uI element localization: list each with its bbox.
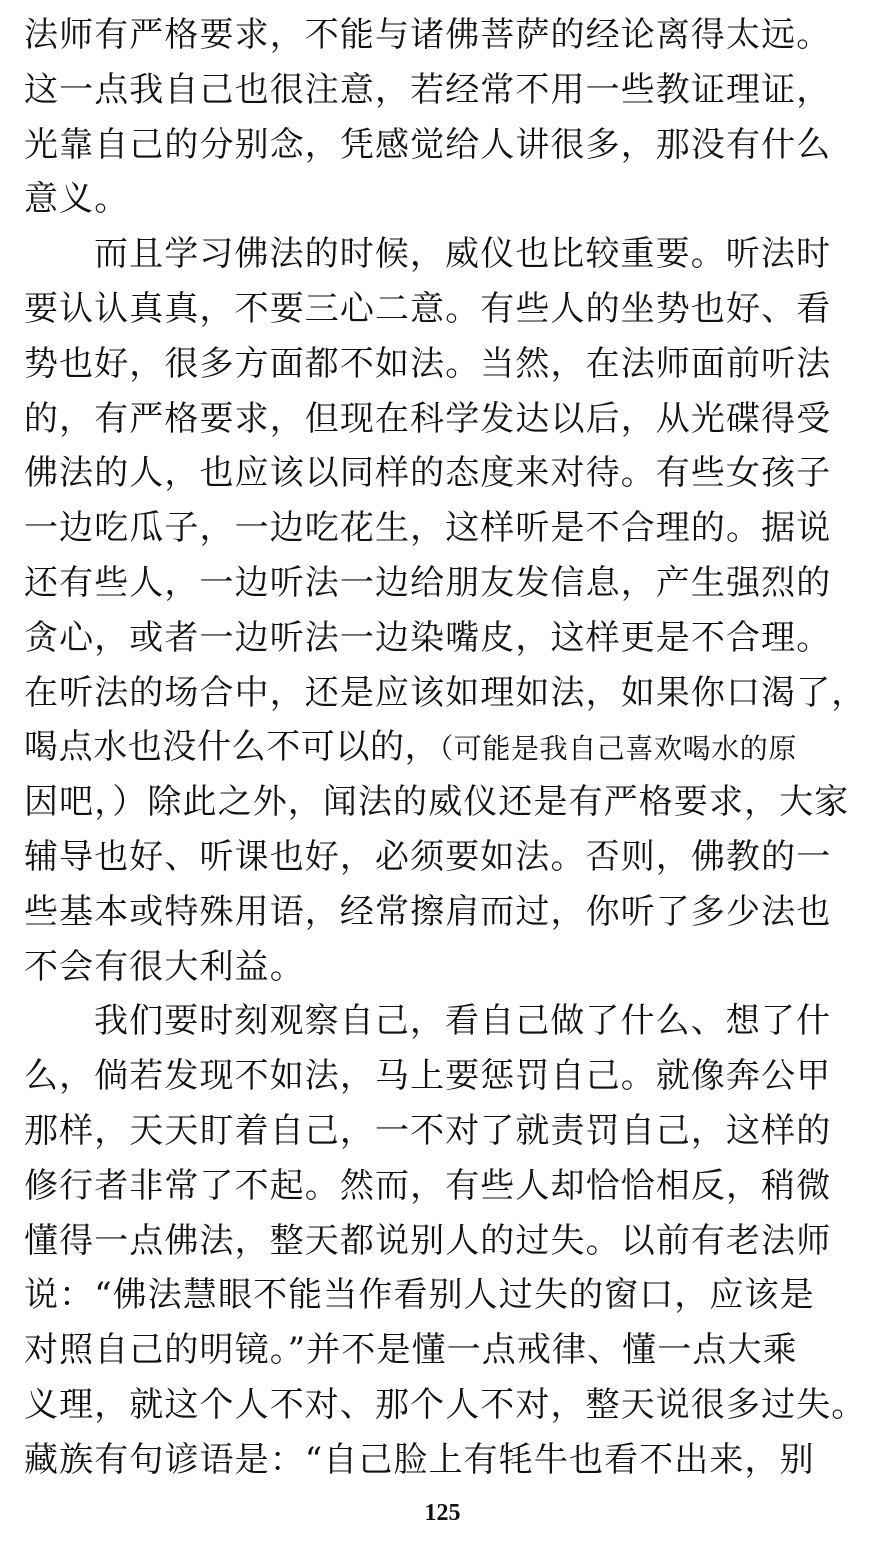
text-line: 修行者非常了不起。然而，有些人却恰恰相反，稍微 xyxy=(24,1165,832,1206)
paragraph-start-line: 我们要时刻观察自己，看自己做了什么、想了什 xyxy=(94,1001,832,1042)
text-line: 这一点我自己也很注意，若经常不用一些教证理证， xyxy=(24,69,832,110)
text-line: 势也好，很多方面都不如法。当然，在法师面前听法 xyxy=(24,343,832,384)
small-aside-text: （可能是我自己喜欢喝水的原 xyxy=(439,732,798,766)
text-line: 贪心，或者一边听法一边染嘴皮，这样更是不合理。 xyxy=(24,617,832,658)
main-text: 喝点水也没什么不可以的， xyxy=(24,727,440,768)
text-line: 辅导也好、听课也好，必须要如法。否则，佛教的一 xyxy=(24,836,832,877)
text-line: 还有些人，一边听法一边给朋友发信息，产生强烈的 xyxy=(24,562,832,603)
text-line: 那样，天天盯着自己，一不对了就责罚自己，这样的 xyxy=(24,1110,832,1151)
text-line: 要认认真真，不要三心二意。有些人的坐势也好、看 xyxy=(24,288,832,329)
page-number: 125 xyxy=(424,1500,461,1526)
text-line: 的，有严格要求，但现在科学发达以后，从光碟得受 xyxy=(24,398,832,439)
text-line: 一边吃瓜子，一边吃花生，这样听是不合理的。据说 xyxy=(24,508,832,549)
text-line: 些基本或特殊用语，经常擦肩而过，你听了多少法也 xyxy=(24,891,832,932)
text-line: 法师有严格要求，不能与诸佛菩萨的经论离得太远。 xyxy=(24,15,832,55)
text-line: 佛法的人，也应该以同样的态度来对待。有些女孩子 xyxy=(24,453,832,494)
text-line: 对照自己的明镜。”并不是懂一点戒律、懂一点大乘 xyxy=(24,1330,798,1371)
text-line: 说：“佛法慧眼不能当作看别人过失的窗口，应该是 xyxy=(24,1275,815,1316)
text-line: 么，倘若发现不如法，马上要惩罚自己。就像奔公甲 xyxy=(24,1056,832,1097)
text-line: 因吧，）除此之外，闻法的威仪还是有严格要求，大家 xyxy=(24,782,850,823)
text-line: 藏族有句谚语是：“自己脸上有牦牛也看不出来，别 xyxy=(24,1439,815,1480)
text-line: 意义。 xyxy=(24,179,130,220)
text-line: 不会有很大利益。 xyxy=(24,946,305,987)
text-line: 义理，就这个人不对、那个人不对，整天说很多过失。 xyxy=(24,1384,867,1425)
text-line: 在听法的场合中，还是应该如理如法，如果你口渴了， xyxy=(24,672,867,713)
body-text xyxy=(24,8,867,1488)
mixed-size-line xyxy=(24,720,864,775)
paragraph-start-line: 而且学习佛法的时候，威仪也比较重要。听法时 xyxy=(94,234,832,275)
text-line: 懂得一点佛法，整天都说别人的过失。以前有老法师 xyxy=(24,1220,832,1261)
text-line: 光靠自己的分别念，凭感觉给人讲很多，那没有什么 xyxy=(24,124,832,165)
